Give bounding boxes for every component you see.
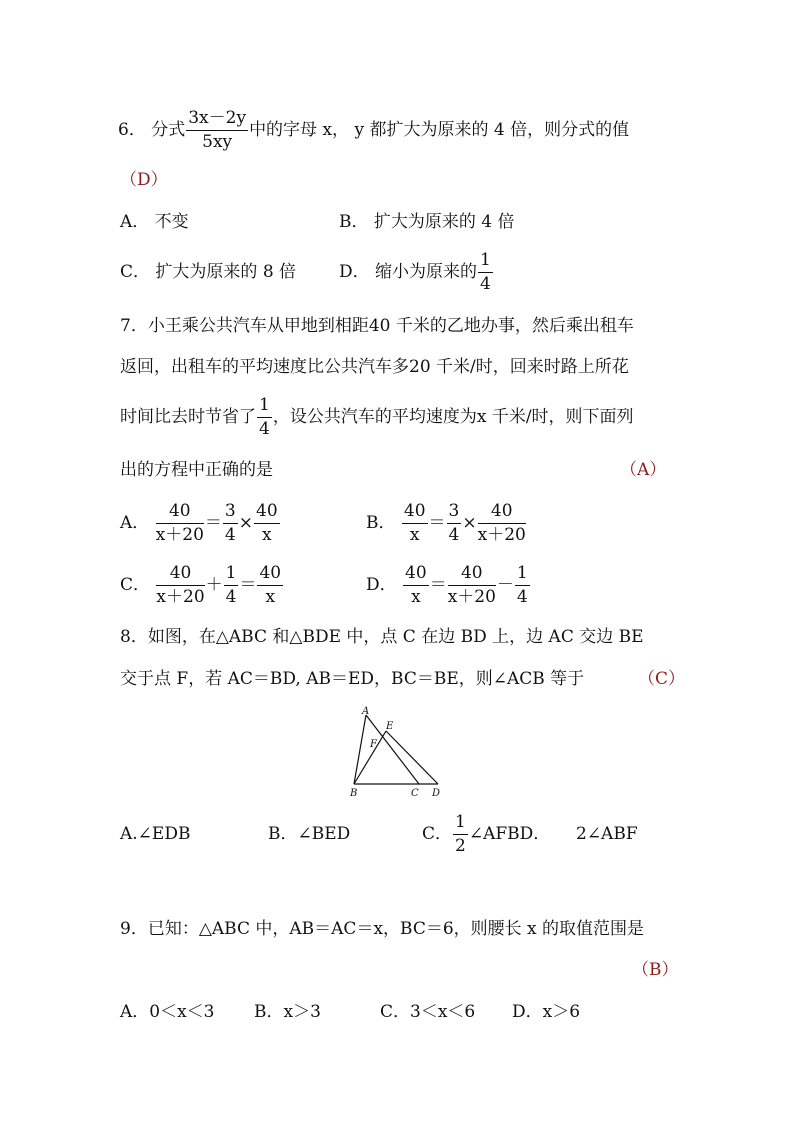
q6-suffix: 中的字母 x， y 都扩大为原来的 4 倍，则分式的值 bbox=[249, 120, 630, 140]
q7-c-frac-3-num: 40 bbox=[257, 565, 283, 586]
q7-d-frac-1-num: 40 bbox=[403, 565, 429, 586]
q7-line-3-prefix: 时间比去时节省了 bbox=[120, 407, 256, 427]
q7-c-frac-1-den: x＋20 bbox=[156, 587, 205, 607]
q7-a-frac-3-den: x bbox=[262, 525, 272, 545]
q7-b-op-1: ＝ bbox=[428, 513, 446, 533]
q7-a-frac-3-num: 40 bbox=[254, 503, 280, 524]
q7-b-frac-3 bbox=[478, 503, 526, 544]
q6-answer: （D） bbox=[120, 170, 168, 190]
q7-a-frac-1-num: 40 bbox=[156, 503, 204, 524]
q7-b-op-2: × bbox=[462, 513, 477, 533]
q7-d-op-2: － bbox=[496, 575, 514, 595]
q6-frac-den: 5xy bbox=[202, 132, 233, 152]
q7-a-frac-2-num: 3 bbox=[223, 503, 238, 524]
q7-c-frac-2-num: 1 bbox=[224, 565, 239, 586]
q7-b-frac-1-num: 40 bbox=[402, 503, 428, 524]
q9-line-1: 9．已知：△ABC 中，AB＝AC＝x，BC＝6，则腰长 x 的取值范围是 bbox=[120, 919, 645, 939]
q6-option-b: B． 扩大为原来的 4 倍 bbox=[339, 212, 515, 232]
q9-option-d: D．x＞6 bbox=[512, 1002, 581, 1022]
q7-b-frac-3-num: 40 bbox=[478, 503, 526, 524]
q7-frac-den: 4 bbox=[259, 419, 270, 439]
q9-option-b: B．x＞3 bbox=[254, 1002, 321, 1022]
q7-d-frac-3-den: 4 bbox=[516, 587, 528, 607]
q7-b-frac-2-num: 3 bbox=[447, 503, 462, 524]
q7-answer: （A） bbox=[620, 460, 667, 480]
segment-ED bbox=[386, 731, 438, 784]
q7-d-frac-2 bbox=[448, 565, 496, 606]
q7-a-op-1: ＝ bbox=[204, 513, 222, 533]
q7-option-c bbox=[120, 565, 284, 606]
q7-c-frac-3-den: x bbox=[265, 587, 276, 607]
label-F: F bbox=[370, 739, 377, 750]
q7-option-b bbox=[366, 503, 527, 544]
q8-answer: （C） bbox=[638, 669, 686, 689]
q7-line-3-suffix: ，设公共汽车的平均速度为x 千米/时，则下面列 bbox=[272, 407, 634, 427]
q7-d-frac-2-den: x＋20 bbox=[447, 587, 496, 607]
q7-option-d-label: D． bbox=[366, 575, 397, 595]
q8-option-a: A.∠EDB bbox=[120, 824, 191, 844]
q7-line-2: 返回，出租车的平均速度比公共汽车多20 千米/时，回来时路上所花 bbox=[120, 357, 629, 377]
label-B: B bbox=[350, 788, 358, 799]
q7-b-frac-3-den: x＋20 bbox=[477, 525, 526, 545]
q6-option-d-fraction bbox=[478, 252, 493, 293]
q6-option-d-prefix: D． 缩小为原来的 bbox=[339, 262, 478, 282]
q6-prefix: 6． 分式 bbox=[118, 120, 186, 140]
label-C: C bbox=[411, 788, 419, 799]
label-D: D bbox=[432, 788, 441, 799]
q8-option-c-suffix: ∠AFBD． bbox=[468, 824, 551, 844]
q8-triangle-figure bbox=[342, 703, 452, 803]
q9-option-c: C．3＜x＜6 bbox=[380, 1002, 476, 1022]
q8-option-d: 2∠ABF bbox=[576, 824, 638, 844]
q7-a-frac-2 bbox=[223, 503, 238, 544]
q7-c-frac-1-num: 40 bbox=[156, 565, 204, 586]
q7-b-frac-1-den: x bbox=[409, 525, 420, 545]
q7-frac-num: 1 bbox=[257, 397, 272, 418]
q7-line-1: 7．小王乘公共汽车从甲地到相距40 千米的乙地办事，然后乘出租车 bbox=[120, 316, 634, 336]
q7-option-b-label: B． bbox=[366, 513, 396, 533]
q8-option-b: B．∠BED bbox=[268, 824, 351, 844]
q8-option-c-num: 1 bbox=[453, 814, 468, 835]
q7-d-frac-3-num: 1 bbox=[515, 565, 530, 586]
q6-option-c: C． 扩大为原来的 8 倍 bbox=[120, 262, 297, 282]
q7-d-frac-1 bbox=[403, 565, 429, 606]
q7-c-op-2: ＝ bbox=[239, 575, 257, 595]
q7-c-frac-2 bbox=[224, 565, 239, 606]
q7-a-frac-3 bbox=[254, 503, 280, 544]
q7-c-frac-3 bbox=[257, 565, 283, 606]
q7-option-a bbox=[120, 503, 281, 544]
label-E: E bbox=[386, 721, 394, 732]
q7-d-op-1: ＝ bbox=[429, 575, 447, 595]
q6-frac-num: 3x－2y bbox=[186, 110, 248, 131]
q7-d-frac-2-num: 40 bbox=[448, 565, 496, 586]
q6-option-a: A． 不变 bbox=[120, 212, 189, 232]
q7-b-frac-2 bbox=[447, 503, 462, 544]
q6-option-d-den: 4 bbox=[480, 274, 491, 294]
q6-option-d-num: 1 bbox=[478, 252, 493, 273]
q7-d-frac-1-den: x bbox=[411, 587, 421, 607]
q7-a-op-2: × bbox=[238, 513, 253, 533]
q8-option-c-fraction bbox=[453, 814, 468, 855]
q7-c-op-1: ＋ bbox=[205, 575, 223, 595]
q8-option-c bbox=[422, 814, 550, 855]
q8-line-1: 8．如图，在△ABC 和△BDE 中，点 C 在边 BD 上，边 AC 交边 BE bbox=[120, 627, 644, 647]
q8-option-c-prefix: C． bbox=[422, 824, 453, 844]
q8-line-2: 交于点 F，若 AC＝BD, AB＝ED，BC＝BE，则∠ACB 等于 bbox=[120, 669, 585, 689]
q7-b-frac-1 bbox=[402, 503, 428, 544]
q7-c-frac-1 bbox=[156, 565, 204, 606]
q6-option-d bbox=[339, 252, 494, 293]
q7-d-frac-3 bbox=[515, 565, 530, 606]
q7-option-a-label: A． bbox=[120, 513, 150, 533]
q7-a-frac-1-den: x＋20 bbox=[155, 525, 204, 545]
q6-stem bbox=[118, 110, 629, 151]
q7-line-4: 出的方程中正确的是 bbox=[120, 460, 273, 480]
q9-answer: （B） bbox=[632, 960, 679, 980]
q7-option-d bbox=[366, 565, 531, 606]
q7-a-frac-1 bbox=[156, 503, 204, 544]
label-A: A bbox=[362, 706, 370, 717]
q7-b-frac-2-den: 4 bbox=[448, 525, 460, 545]
q7-line-3 bbox=[120, 397, 634, 438]
q6-fraction bbox=[186, 110, 248, 151]
q9-option-a: A．0＜x＜3 bbox=[120, 1002, 215, 1022]
q7-c-frac-2-den: 4 bbox=[225, 587, 237, 607]
q7-option-c-label: C． bbox=[120, 575, 151, 595]
q7-a-frac-2-den: 4 bbox=[224, 525, 236, 545]
q7-fraction bbox=[257, 397, 272, 438]
q8-option-c-den: 2 bbox=[455, 836, 466, 856]
